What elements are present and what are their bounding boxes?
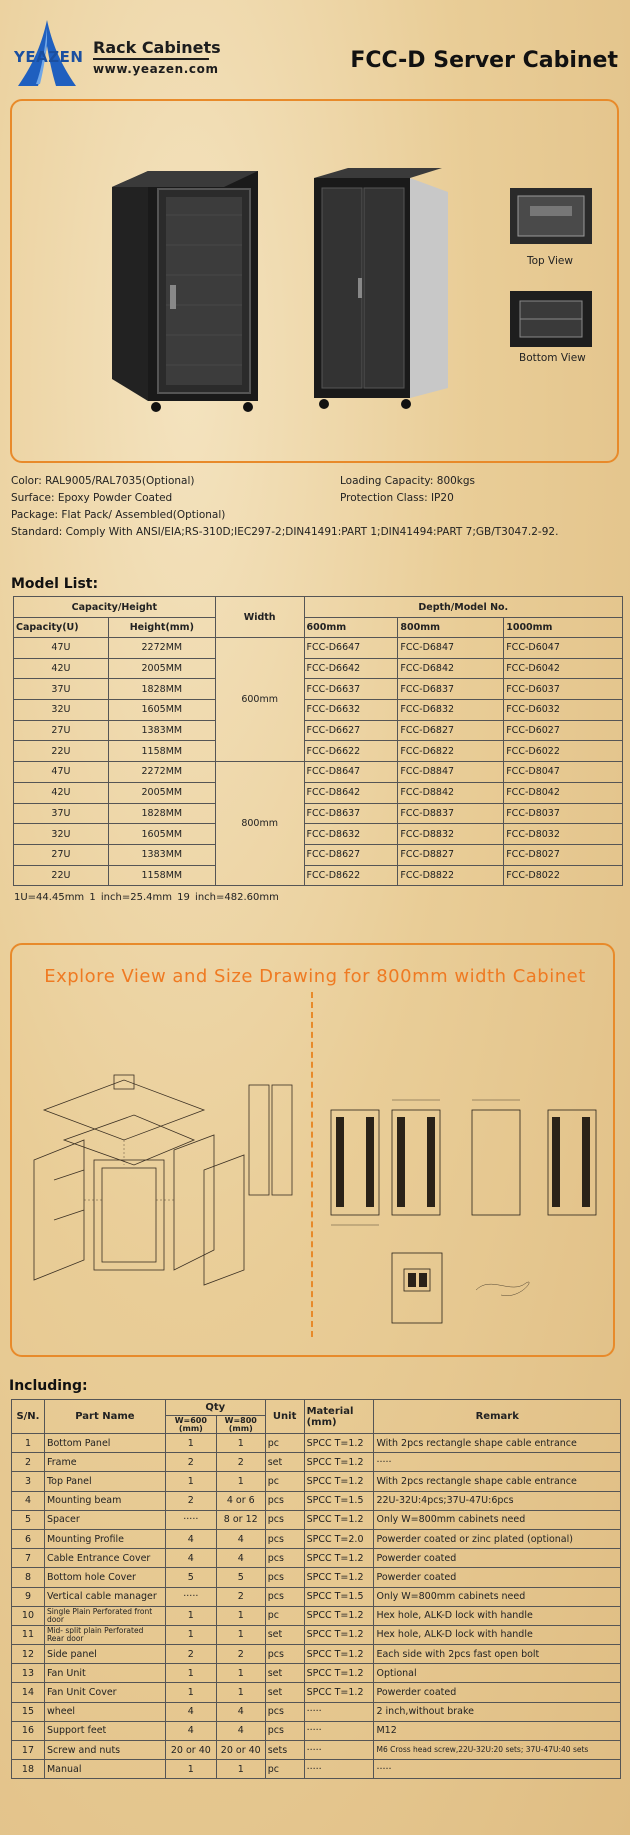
sn-cell: 10 [12, 1606, 45, 1625]
sn-cell: 16 [12, 1721, 45, 1740]
table-row [12, 1587, 621, 1606]
height-cell: 1828MM [108, 803, 215, 824]
logo-text: YEAZEN [14, 48, 84, 66]
capacity-cell: 32U [14, 824, 109, 845]
capacity-cell: 22U [14, 865, 109, 886]
capacity-cell: 47U [14, 638, 109, 659]
model-600-cell: FCC-D6632 [304, 700, 398, 721]
table-row [12, 1549, 621, 1568]
part-name-cell: wheel [44, 1702, 165, 1721]
table-row [12, 1721, 621, 1740]
model-1000-cell: FCC-D6037 [504, 679, 623, 700]
model-1000-cell: FCC-D8022 [504, 865, 623, 886]
table-row [12, 1472, 621, 1491]
model-600-cell: FCC-D6627 [304, 720, 398, 741]
remark-cell: Powerder coated [374, 1549, 621, 1568]
sn-cell: 18 [12, 1760, 45, 1779]
height-cell: 2005MM [108, 658, 215, 679]
material-cell: ····· [304, 1741, 374, 1760]
unit-cell: pc [265, 1472, 304, 1491]
material-cell: ····· [304, 1760, 374, 1779]
qty-600-cell: 4 [165, 1721, 216, 1740]
qty-800-cell: 4 or 6 [216, 1491, 265, 1510]
table-row [14, 762, 623, 783]
remark-cell: ····· [374, 1453, 621, 1472]
capacity-cell: 42U [14, 782, 109, 803]
header-depth-model: Depth/Model No. [304, 597, 622, 618]
qty-800-cell: 4 [216, 1549, 265, 1568]
height-cell: 1605MM [108, 700, 215, 721]
unit-cell: set [265, 1683, 304, 1702]
part-name-cell: Manual [44, 1760, 165, 1779]
part-name-cell: Cable Entrance Cover [44, 1549, 165, 1568]
width-cell: 800mm [215, 762, 304, 886]
model-800-cell: FCC-D8822 [398, 865, 504, 886]
sn-cell: 11 [12, 1625, 45, 1644]
material-cell: SPCC T=1.2 [304, 1683, 374, 1702]
part-name-cell: Frame [44, 1453, 165, 1472]
sn-cell: 14 [12, 1683, 45, 1702]
table-row [12, 1683, 621, 1702]
header-sn: S/N. [12, 1400, 45, 1434]
qty-600-cell: 2 [165, 1645, 216, 1664]
table-row [12, 1434, 621, 1453]
table-row [14, 844, 623, 865]
model-800-cell: FCC-D8827 [398, 844, 504, 865]
model-800-cell: FCC-D6842 [398, 658, 504, 679]
material-cell: SPCC T=1.2 [304, 1645, 374, 1664]
model-list-title: Model List: [11, 576, 99, 592]
model-1000-cell: FCC-D6022 [504, 741, 623, 762]
material-cell: ····· [304, 1721, 374, 1740]
bottom-view-label: Bottom View [519, 352, 586, 364]
remark-cell: Powerder coated [374, 1568, 621, 1587]
capacity-cell: 22U [14, 741, 109, 762]
unit-cell: pcs [265, 1491, 304, 1510]
model-600-cell: FCC-D8632 [304, 824, 398, 845]
including-table-body [12, 1434, 621, 1779]
material-cell: SPCC T=1.2 [304, 1549, 374, 1568]
qty-600-cell: 1 [165, 1760, 216, 1779]
model-600-cell: FCC-D8622 [304, 865, 398, 886]
qty-600-cell: 1 [165, 1664, 216, 1683]
width-cell: 600mm [215, 638, 304, 762]
part-name-cell: Side panel [44, 1645, 165, 1664]
table-row [14, 638, 623, 659]
unit-cell: pc [265, 1760, 304, 1779]
remark-cell: Optional [374, 1664, 621, 1683]
remark-cell: 2 inch,without brake [374, 1702, 621, 1721]
model-800-cell: FCC-D8837 [398, 803, 504, 824]
part-name-cell: Mid- split plain Perforated Rear door [44, 1625, 165, 1644]
unit-cell: set [265, 1453, 304, 1472]
header-capacity-height: Capacity/Height [14, 597, 216, 618]
header-material: Material (mm) [304, 1400, 374, 1434]
unit-cell: pcs [265, 1721, 304, 1740]
spec-color: Color: RAL9005/RAL7035(Optional) [11, 475, 195, 487]
unit-cell: pcs [265, 1510, 304, 1529]
part-name-cell: Fan Unit Cover [44, 1683, 165, 1702]
model-800-cell: FCC-D6832 [398, 700, 504, 721]
model-600-cell: FCC-D6647 [304, 638, 398, 659]
sn-cell: 13 [12, 1664, 45, 1683]
sn-cell: 17 [12, 1741, 45, 1760]
capacity-cell: 27U [14, 844, 109, 865]
frame-divider [311, 992, 313, 1337]
model-1000-cell: FCC-D8032 [504, 824, 623, 845]
remark-cell: Only W=800mm cabinets need [374, 1510, 621, 1529]
capacity-cell: 37U [14, 679, 109, 700]
unit-cell: set [265, 1625, 304, 1644]
model-800-cell: FCC-D8842 [398, 782, 504, 803]
table-row [12, 1529, 621, 1548]
table-row [12, 1741, 621, 1760]
unit-notes: 1U=44.45mm 1 inch=25.4mm 19 inch=482.60mm [14, 892, 279, 903]
qty-800-cell: 1 [216, 1434, 265, 1453]
material-cell: SPCC T=1.5 [304, 1587, 374, 1606]
spec-standard: Standard: Comply With ANSI/EIA;RS-310D;IEC297-2;DIN41491:PART 1;DIN41494:PART 7;GB/T3047.2-92. [11, 526, 559, 538]
part-name-cell: Support feet [44, 1721, 165, 1740]
model-600-cell: FCC-D6622 [304, 741, 398, 762]
material-cell: SPCC T=1.2 [304, 1625, 374, 1644]
remark-cell: Only W=800mm cabinets need [374, 1587, 621, 1606]
material-cell: SPCC T=1.2 [304, 1664, 374, 1683]
model-1000-cell: FCC-D8047 [504, 762, 623, 783]
height-cell: 1383MM [108, 844, 215, 865]
capacity-cell: 32U [14, 700, 109, 721]
model-1000-cell: FCC-D6032 [504, 700, 623, 721]
spec-loading: Loading Capacity: 800kgs [340, 475, 476, 487]
model-1000-cell: FCC-D6042 [504, 658, 623, 679]
sn-cell: 15 [12, 1702, 45, 1721]
qty-600-cell: 1 [165, 1606, 216, 1625]
header-qty: Qty [165, 1400, 265, 1416]
spec-surface: Surface: Epoxy Powder Coated [11, 492, 173, 504]
qty-600-cell: 5 [165, 1568, 216, 1587]
part-name-cell: Top Panel [44, 1472, 165, 1491]
model-800-cell: FCC-D6847 [398, 638, 504, 659]
qty-800-cell: 5 [216, 1568, 265, 1587]
qty-600-cell: 1 [165, 1434, 216, 1453]
top-view-image [510, 188, 592, 244]
remark-cell: ····· [374, 1760, 621, 1779]
model-800-cell: FCC-D8832 [398, 824, 504, 845]
remark-cell: With 2pcs rectangle shape cable entrance [374, 1472, 621, 1491]
cabinet-rear-image [312, 168, 452, 413]
remark-cell: Powerder coated or zinc plated (optional) [374, 1529, 621, 1548]
table-row [12, 1606, 621, 1625]
header-remark: Remark [374, 1400, 621, 1434]
qty-600-cell: 2 [165, 1453, 216, 1472]
qty-600-cell: ····· [165, 1510, 216, 1529]
including-table [11, 1399, 621, 1779]
qty-600-cell: 4 [165, 1702, 216, 1721]
table-row [14, 679, 623, 700]
part-name-cell: Fan Unit [44, 1664, 165, 1683]
model-1000-cell: FCC-D8027 [504, 844, 623, 865]
model-1000-cell: FCC-D8037 [504, 803, 623, 824]
table-row [12, 1664, 621, 1683]
qty-800-cell: 1 [216, 1625, 265, 1644]
material-cell: SPCC T=2.0 [304, 1529, 374, 1548]
sn-cell: 1 [12, 1434, 45, 1453]
header-depth-800: 800mm [398, 618, 504, 638]
brand-divider [93, 58, 209, 60]
remark-cell: With 2pcs rectangle shape cable entrance [374, 1434, 621, 1453]
sn-cell: 12 [12, 1645, 45, 1664]
table-row [12, 1510, 621, 1529]
height-cell: 1828MM [108, 679, 215, 700]
table-row [12, 1760, 621, 1779]
table-row [14, 741, 623, 762]
table-row [14, 824, 623, 845]
qty-800-cell: 1 [216, 1664, 265, 1683]
header-width: Width [215, 597, 304, 638]
table-row [14, 803, 623, 824]
qty-800-cell: 1 [216, 1472, 265, 1491]
page-header [0, 0, 630, 95]
table-row [14, 700, 623, 721]
unit-cell: pcs [265, 1529, 304, 1548]
qty-800-cell: 4 [216, 1529, 265, 1548]
qty-600-cell: 1 [165, 1472, 216, 1491]
table-row [12, 1645, 621, 1664]
height-cell: 2272MM [108, 762, 215, 783]
qty-800-cell: 2 [216, 1453, 265, 1472]
part-name-cell: Mounting beam [44, 1491, 165, 1510]
height-cell: 1383MM [108, 720, 215, 741]
part-name-cell: Screw and nuts [44, 1741, 165, 1760]
unit-cell: pcs [265, 1568, 304, 1587]
header-depth-600: 600mm [304, 618, 398, 638]
model-1000-cell: FCC-D6047 [504, 638, 623, 659]
capacity-cell: 37U [14, 803, 109, 824]
unit-cell: pcs [265, 1645, 304, 1664]
material-cell: SPCC T=1.2 [304, 1453, 374, 1472]
model-600-cell: FCC-D6642 [304, 658, 398, 679]
model-600-cell: FCC-D8637 [304, 803, 398, 824]
unit-cell: pc [265, 1434, 304, 1453]
table-row [12, 1702, 621, 1721]
height-cell: 2005MM [108, 782, 215, 803]
remark-cell: 22U-32U:4pcs;37U-47U:6pcs [374, 1491, 621, 1510]
top-view-label: Top View [527, 255, 573, 267]
sn-cell: 8 [12, 1568, 45, 1587]
height-cell: 1605MM [108, 824, 215, 845]
model-600-cell: FCC-D8642 [304, 782, 398, 803]
qty-600-cell: 2 [165, 1491, 216, 1510]
model-list-table [13, 596, 623, 886]
remark-cell: M6 Cross head screw,22U-32U:20 sets; 37U-47U:40 sets [374, 1741, 621, 1760]
qty-600-cell: 20 or 40 [165, 1741, 216, 1760]
model-1000-cell: FCC-D6027 [504, 720, 623, 741]
sn-cell: 9 [12, 1587, 45, 1606]
sn-cell: 6 [12, 1529, 45, 1548]
spec-protection: Protection Class: IP20 [340, 492, 454, 504]
page-title: FCC-D Server Cabinet [350, 48, 618, 73]
height-cell: 1158MM [108, 865, 215, 886]
model-600-cell: FCC-D6637 [304, 679, 398, 700]
part-name-cell: Single Plain Perforated front door [44, 1606, 165, 1625]
height-cell: 1158MM [108, 741, 215, 762]
material-cell: SPCC T=1.2 [304, 1434, 374, 1453]
remark-cell: Hex hole, ALK-D lock with handle [374, 1625, 621, 1644]
material-cell: SPCC T=1.2 [304, 1568, 374, 1587]
unit-cell: sets [265, 1741, 304, 1760]
part-name-cell: Mounting Profile [44, 1529, 165, 1548]
qty-800-cell: 1 [216, 1606, 265, 1625]
brand-title: Rack Cabinets [93, 38, 221, 57]
sn-cell: 7 [12, 1549, 45, 1568]
part-name-cell: Bottom hole Cover [44, 1568, 165, 1587]
qty-800-cell: 4 [216, 1702, 265, 1721]
qty-800-cell: 8 or 12 [216, 1510, 265, 1529]
table-row [14, 720, 623, 741]
capacity-cell: 47U [14, 762, 109, 783]
table-row [12, 1625, 621, 1644]
qty-800-cell: 1 [216, 1760, 265, 1779]
header-unit: Unit [265, 1400, 304, 1434]
unit-cell: pc [265, 1606, 304, 1625]
model-800-cell: FCC-D6827 [398, 720, 504, 741]
brand-url: www.yeazen.com [93, 62, 219, 76]
exploded-view-drawing [24, 1070, 304, 1300]
header-part-name: Part Name [44, 1400, 165, 1434]
header-qty-800: W=800 (mm) [216, 1416, 265, 1434]
qty-600-cell: 1 [165, 1625, 216, 1644]
model-600-cell: FCC-D8647 [304, 762, 398, 783]
table-row [12, 1491, 621, 1510]
qty-800-cell: 2 [216, 1587, 265, 1606]
material-cell: SPCC T=1.5 [304, 1491, 374, 1510]
header-capacity: Capacity(U) [14, 618, 109, 638]
model-800-cell: FCC-D8847 [398, 762, 504, 783]
qty-800-cell: 1 [216, 1683, 265, 1702]
table-row [14, 865, 623, 886]
qty-600-cell: 1 [165, 1683, 216, 1702]
qty-600-cell: 4 [165, 1549, 216, 1568]
model-table-body [14, 638, 623, 886]
qty-600-cell: ····· [165, 1587, 216, 1606]
remark-cell: Hex hole, ALK-D lock with handle [374, 1606, 621, 1625]
header-height: Height(mm) [108, 618, 215, 638]
sn-cell: 5 [12, 1510, 45, 1529]
remark-cell: Powerder coated [374, 1683, 621, 1702]
capacity-cell: 42U [14, 658, 109, 679]
model-800-cell: FCC-D6822 [398, 741, 504, 762]
qty-800-cell: 4 [216, 1721, 265, 1740]
sn-cell: 3 [12, 1472, 45, 1491]
qty-800-cell: 20 or 40 [216, 1741, 265, 1760]
material-cell: SPCC T=1.2 [304, 1606, 374, 1625]
material-cell: SPCC T=1.2 [304, 1472, 374, 1491]
sn-cell: 4 [12, 1491, 45, 1510]
unit-cell: set [265, 1664, 304, 1683]
material-cell: ····· [304, 1702, 374, 1721]
header-qty-600: W=600 (mm) [165, 1416, 216, 1434]
model-800-cell: FCC-D6837 [398, 679, 504, 700]
qty-600-cell: 4 [165, 1529, 216, 1548]
part-name-cell: Spacer [44, 1510, 165, 1529]
table-row [14, 782, 623, 803]
bottom-view-image [510, 291, 592, 347]
table-row [12, 1568, 621, 1587]
unit-cell: pcs [265, 1587, 304, 1606]
including-title: Including: [9, 1378, 88, 1394]
size-drawing [326, 1085, 616, 1335]
model-1000-cell: FCC-D8042 [504, 782, 623, 803]
part-name-cell: Bottom Panel [44, 1434, 165, 1453]
spec-package: Package: Flat Pack/ Assembled(Optional) [11, 509, 226, 521]
explore-view-title: Explore View and Size Drawing for 800mm width Cabinet [44, 966, 586, 987]
unit-cell: pcs [265, 1549, 304, 1568]
table-row [14, 658, 623, 679]
header-depth-1000: 1000mm [504, 618, 623, 638]
capacity-cell: 27U [14, 720, 109, 741]
sn-cell: 2 [12, 1453, 45, 1472]
remark-cell: Each side with 2pcs fast open bolt [374, 1645, 621, 1664]
remark-cell: M12 [374, 1721, 621, 1740]
model-600-cell: FCC-D8627 [304, 844, 398, 865]
cabinet-front-image [108, 165, 260, 415]
height-cell: 2272MM [108, 638, 215, 659]
part-name-cell: Vertical cable manager [44, 1587, 165, 1606]
material-cell: SPCC T=1.2 [304, 1510, 374, 1529]
unit-cell: pcs [265, 1702, 304, 1721]
table-row [12, 1453, 621, 1472]
qty-800-cell: 2 [216, 1645, 265, 1664]
